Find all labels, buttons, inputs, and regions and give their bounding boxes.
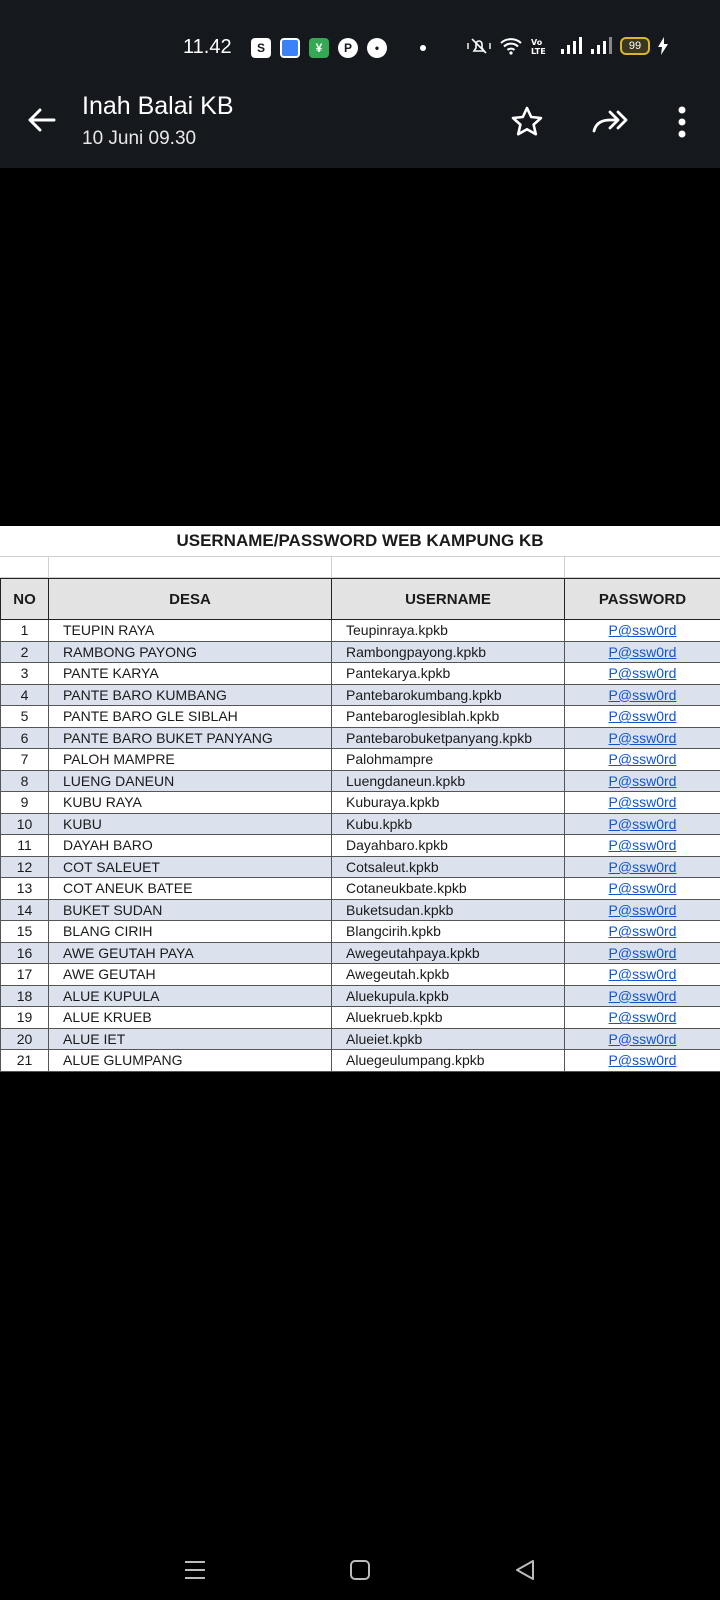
username-cell: Kubu.kpkb	[332, 813, 565, 835]
username-cell: Buketsudan.kpkb	[332, 899, 565, 921]
username-cell: Kuburaya.kpkb	[332, 792, 565, 814]
password-link[interactable]: P@ssw0rd	[565, 727, 720, 749]
row-number: 5	[1, 706, 49, 728]
village-name: ALUE GLUMPANG	[49, 1050, 332, 1072]
row-number: 12	[1, 856, 49, 878]
mute-icon	[466, 37, 492, 55]
row-number: 2	[1, 641, 49, 663]
table-row	[1, 942, 720, 964]
cell-divider	[564, 556, 565, 577]
home-icon	[348, 1558, 372, 1582]
back-nav-button[interactable]	[505, 1550, 545, 1590]
password-link[interactable]: P@ssw0rd	[565, 792, 720, 814]
password-link[interactable]: P@ssw0rd	[565, 620, 720, 642]
app-header	[0, 80, 720, 168]
username-cell: Palohmampre	[332, 749, 565, 771]
column-header-password: PASSWORD	[565, 579, 720, 620]
row-number: 11	[1, 835, 49, 857]
shopee-icon: S	[251, 38, 271, 58]
row-number: 7	[1, 749, 49, 771]
cell-divider	[48, 556, 49, 577]
username-cell: Dayahbaro.kpkb	[332, 835, 565, 857]
svg-text:LTE: LTE	[531, 47, 546, 55]
blank-row	[0, 556, 720, 578]
more-notifications-dot-icon	[420, 45, 426, 51]
password-link[interactable]: P@ssw0rd	[565, 835, 720, 857]
table-row	[1, 663, 720, 685]
village-name: COT ANEUK BATEE	[49, 878, 332, 900]
volte-icon	[530, 37, 552, 55]
row-number: 4	[1, 684, 49, 706]
table-row	[1, 899, 720, 921]
recents-button[interactable]	[175, 1550, 215, 1590]
system-icons	[466, 37, 668, 55]
navigation-bar	[0, 1540, 720, 1600]
recents-icon	[183, 1558, 207, 1582]
column-header-no: NO	[1, 579, 49, 620]
svg-text:Vo: Vo	[531, 38, 543, 47]
row-number: 14	[1, 899, 49, 921]
app-green-icon: ¥	[309, 38, 329, 58]
app-blue-icon	[280, 38, 300, 58]
table-row	[1, 813, 720, 835]
row-number: 16	[1, 942, 49, 964]
row-number: 1	[1, 620, 49, 642]
row-number: 10	[1, 813, 49, 835]
more-options-button[interactable]	[662, 102, 702, 142]
row-number: 9	[1, 792, 49, 814]
username-cell: Teupinraya.kpkb	[332, 620, 565, 642]
password-link[interactable]: P@ssw0rd	[565, 1007, 720, 1029]
username-cell: Blangcirih.kpkb	[332, 921, 565, 943]
password-link[interactable]: P@ssw0rd	[565, 770, 720, 792]
village-name: PALOH MAMPRE	[49, 749, 332, 771]
row-number: 13	[1, 878, 49, 900]
village-name: COT SALEUET	[49, 856, 332, 878]
password-link[interactable]: P@ssw0rd	[565, 684, 720, 706]
table-row	[1, 684, 720, 706]
password-link[interactable]: P@ssw0rd	[565, 921, 720, 943]
password-link[interactable]: P@ssw0rd	[565, 1028, 720, 1050]
charging-icon	[658, 37, 668, 55]
table-row	[1, 835, 720, 857]
star-icon	[510, 105, 544, 139]
table-row	[1, 856, 720, 878]
sender-name: Inah Balai KB	[82, 92, 234, 120]
username-cell: Cotaneukbate.kpkb	[332, 878, 565, 900]
column-header-username: USERNAME	[332, 579, 565, 620]
pinterest-icon: P	[338, 38, 358, 58]
village-name: KUBU	[49, 813, 332, 835]
password-link[interactable]: P@ssw0rd	[565, 878, 720, 900]
village-name: BUKET SUDAN	[49, 899, 332, 921]
table-row	[1, 878, 720, 900]
username-cell: Cotsaleut.kpkb	[332, 856, 565, 878]
password-link[interactable]: P@ssw0rd	[565, 1050, 720, 1072]
table-row	[1, 641, 720, 663]
table-row	[1, 620, 720, 642]
row-number: 17	[1, 964, 49, 986]
village-name: PANTE BARO GLE SIBLAH	[49, 706, 332, 728]
village-name: KUBU RAYA	[49, 792, 332, 814]
username-cell: Alueiet.kpkb	[332, 1028, 565, 1050]
cell-divider	[331, 556, 332, 577]
table-row	[1, 706, 720, 728]
table-row	[1, 1028, 720, 1050]
signal-icon	[590, 37, 612, 55]
forward-icon	[590, 105, 628, 139]
village-name: PANTE BARO BUKET PANYANG	[49, 727, 332, 749]
table-row	[1, 792, 720, 814]
password-link[interactable]: P@ssw0rd	[565, 942, 720, 964]
message-timestamp: 10 Juni 09.30	[82, 128, 197, 149]
username-cell: Aluekrueb.kpkb	[332, 1007, 565, 1029]
back-button[interactable]	[24, 102, 60, 138]
username-cell: Aluekupula.kpkb	[332, 985, 565, 1007]
table-row	[1, 985, 720, 1007]
home-button[interactable]	[340, 1550, 380, 1590]
username-cell: Pantebarokumbang.kpkb	[332, 684, 565, 706]
arrow-left-icon	[24, 102, 60, 138]
password-link[interactable]: P@ssw0rd	[565, 899, 720, 921]
username-cell: Aluegeulumpang.kpkb	[332, 1050, 565, 1072]
village-name: AWE GEUTAH PAYA	[49, 942, 332, 964]
table-row	[1, 1007, 720, 1029]
row-number: 18	[1, 985, 49, 1007]
table-row	[1, 1050, 720, 1072]
password-link[interactable]: P@ssw0rd	[565, 749, 720, 771]
username-cell: Rambongpayong.kpkb	[332, 641, 565, 663]
status-bar	[0, 0, 720, 80]
village-name: TEUPIN RAYA	[49, 620, 332, 642]
username-cell: Pantebarobuketpanyang.kpkb	[332, 727, 565, 749]
village-name: RAMBONG PAYONG	[49, 641, 332, 663]
table-row	[1, 921, 720, 943]
status-time: 11.42	[183, 36, 232, 58]
village-name: AWE GEUTAH	[49, 964, 332, 986]
table-header-row	[1, 579, 720, 620]
more-vert-icon	[677, 105, 687, 139]
village-name: ALUE KRUEB	[49, 1007, 332, 1029]
password-link[interactable]: P@ssw0rd	[565, 641, 720, 663]
row-number: 20	[1, 1028, 49, 1050]
village-name: DAYAH BARO	[49, 835, 332, 857]
row-number: 15	[1, 921, 49, 943]
notification-icons	[251, 38, 426, 58]
column-header-desa: DESA	[49, 579, 332, 620]
village-name: PANTE KARYA	[49, 663, 332, 685]
back-triangle-icon	[513, 1558, 537, 1582]
village-name: ALUE IET	[49, 1028, 332, 1050]
password-link[interactable]: P@ssw0rd	[565, 985, 720, 1007]
village-name: BLANG CIRIH	[49, 921, 332, 943]
username-cell: Awegeutahpaya.kpkb	[332, 942, 565, 964]
credentials-table	[0, 578, 720, 1072]
row-number: 3	[1, 663, 49, 685]
row-number: 21	[1, 1050, 49, 1072]
table-row	[1, 749, 720, 771]
password-link[interactable]: P@ssw0rd	[565, 813, 720, 835]
username-cell: Pantebaroglesiblah.kpkb	[332, 706, 565, 728]
row-number: 6	[1, 727, 49, 749]
village-name: ALUE KUPULA	[49, 985, 332, 1007]
username-cell: Awegeutah.kpkb	[332, 964, 565, 986]
username-cell: Pantekarya.kpkb	[332, 663, 565, 685]
password-link[interactable]: P@ssw0rd	[565, 706, 720, 728]
signal-icon	[560, 37, 582, 55]
sheet-title: USERNAME/PASSWORD WEB KAMPUNG KB	[0, 526, 720, 557]
row-number: 8	[1, 770, 49, 792]
village-name: LUENG DANEUN	[49, 770, 332, 792]
messenger-icon: •	[367, 38, 387, 58]
star-button[interactable]	[507, 102, 547, 142]
wifi-icon	[500, 37, 522, 55]
table-row	[1, 964, 720, 986]
password-link[interactable]: P@ssw0rd	[565, 663, 720, 685]
username-cell: Luengdaneun.kpkb	[332, 770, 565, 792]
forward-button[interactable]	[589, 102, 629, 142]
table-row	[1, 770, 720, 792]
battery-icon: 99	[620, 37, 650, 55]
table-row	[1, 727, 720, 749]
village-name: PANTE BARO KUMBANG	[49, 684, 332, 706]
password-link[interactable]: P@ssw0rd	[565, 856, 720, 878]
row-number: 19	[1, 1007, 49, 1029]
password-link[interactable]: P@ssw0rd	[565, 964, 720, 986]
spreadsheet-image[interactable]	[0, 526, 720, 1072]
